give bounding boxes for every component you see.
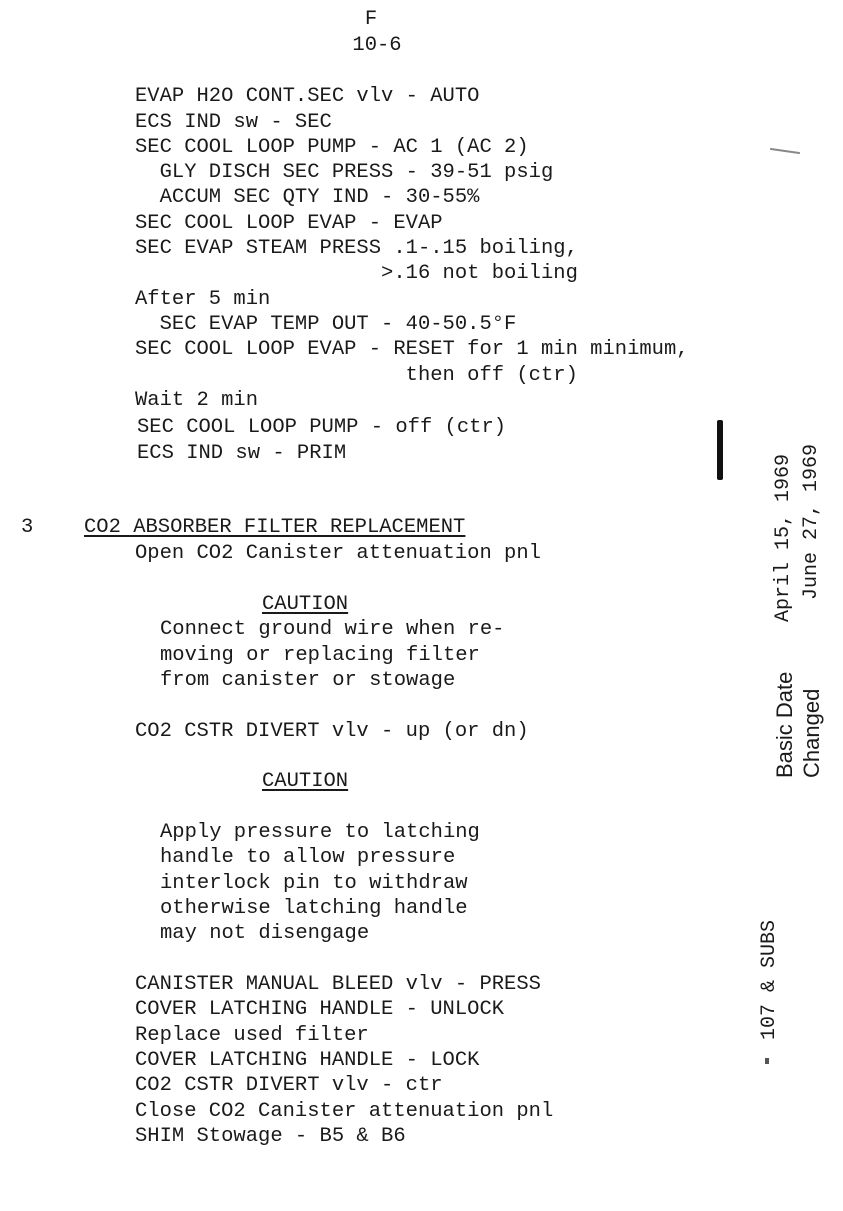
procedure-line: Replace used filter (135, 1024, 369, 1047)
caution-text: Apply pressure to latching (160, 821, 480, 844)
caution-label: CAUTION (262, 593, 349, 616)
procedure-line: SEC COOL LOOP EVAP - RESET for 1 min minimum, (135, 338, 689, 361)
procedure-line: SEC COOL LOOP EVAP - EVAP (135, 212, 443, 235)
procedure-line: Close CO2 Canister attenuation pnl (135, 1100, 554, 1123)
caution-text: interlock pin to withdraw (160, 872, 468, 895)
caution-text: handle to allow pressure (160, 846, 456, 869)
procedure-line: Wait 2 min (135, 389, 259, 412)
caution-text: otherwise latching handle (160, 897, 468, 920)
procedure-line: Open CO2 Canister attenuation pnl (135, 542, 541, 565)
procedure-line: CO2 CSTR DIVERT vlv - ctr (135, 1074, 443, 1097)
caution-text: from canister or stowage (160, 669, 456, 692)
procedure-line: ACCUM SEC QTY IND - 30-55% (135, 186, 480, 209)
procedure-line: SEC EVAP STEAM PRESS .1-.15 boiling, (135, 237, 578, 260)
procedure-line: CO2 CSTR DIVERT vlv - up (or dn) (135, 720, 529, 743)
procedure-line: After 5 min (135, 288, 271, 311)
caution-text: moving or replacing filter (160, 644, 480, 667)
page-number: 10-6 (352, 34, 402, 57)
caution-text: may not disengage (160, 922, 370, 945)
procedure-line: SEC COOL LOOP PUMP - AC 1 (AC 2) (135, 136, 529, 159)
procedure-line: >.16 not boiling (135, 262, 578, 285)
page-letter: F (364, 8, 378, 31)
procedure-line: GLY DISCH SEC PRESS - 39-51 psig (135, 161, 554, 184)
basic-date-label: Basic Date (772, 671, 797, 778)
changed-date-value: June 27, 1969 (800, 443, 823, 600)
section-number: 3 (21, 516, 34, 539)
procedure-line: SHIM Stowage - B5 & B6 (135, 1125, 406, 1148)
basic-date-value: April 15, 1969 (772, 453, 795, 622)
caution-text: Connect ground wire when re- (160, 618, 505, 641)
procedure-line: then off (ctr) (135, 364, 578, 387)
scan-mark (765, 1058, 769, 1064)
caution-label: CAUTION (262, 770, 349, 793)
procedure-line: CANISTER MANUAL BLEED vlv - PRESS (135, 973, 541, 996)
change-bar (717, 420, 723, 480)
procedure-line: SEC COOL LOOP PUMP - off (ctr) (137, 416, 507, 439)
procedure-line: ECS IND sw - PRIM (137, 442, 347, 465)
procedure-line: COVER LATCHING HANDLE - LOCK (135, 1049, 480, 1072)
procedure-line: COVER LATCHING HANDLE - UNLOCK (135, 998, 505, 1021)
procedure-line: ECS IND sw - SEC (135, 111, 332, 134)
changed-label: Changed (799, 688, 824, 778)
scan-mark (770, 148, 800, 154)
effectivity-label: 107 & SUBS (758, 919, 781, 1040)
procedure-line: EVAP H2O CONT.SEC vlv - AUTO (135, 85, 480, 108)
procedure-line: SEC EVAP TEMP OUT - 40-50.5°F (135, 313, 517, 336)
section-title: CO2 ABSORBER FILTER REPLACEMENT (84, 516, 466, 539)
